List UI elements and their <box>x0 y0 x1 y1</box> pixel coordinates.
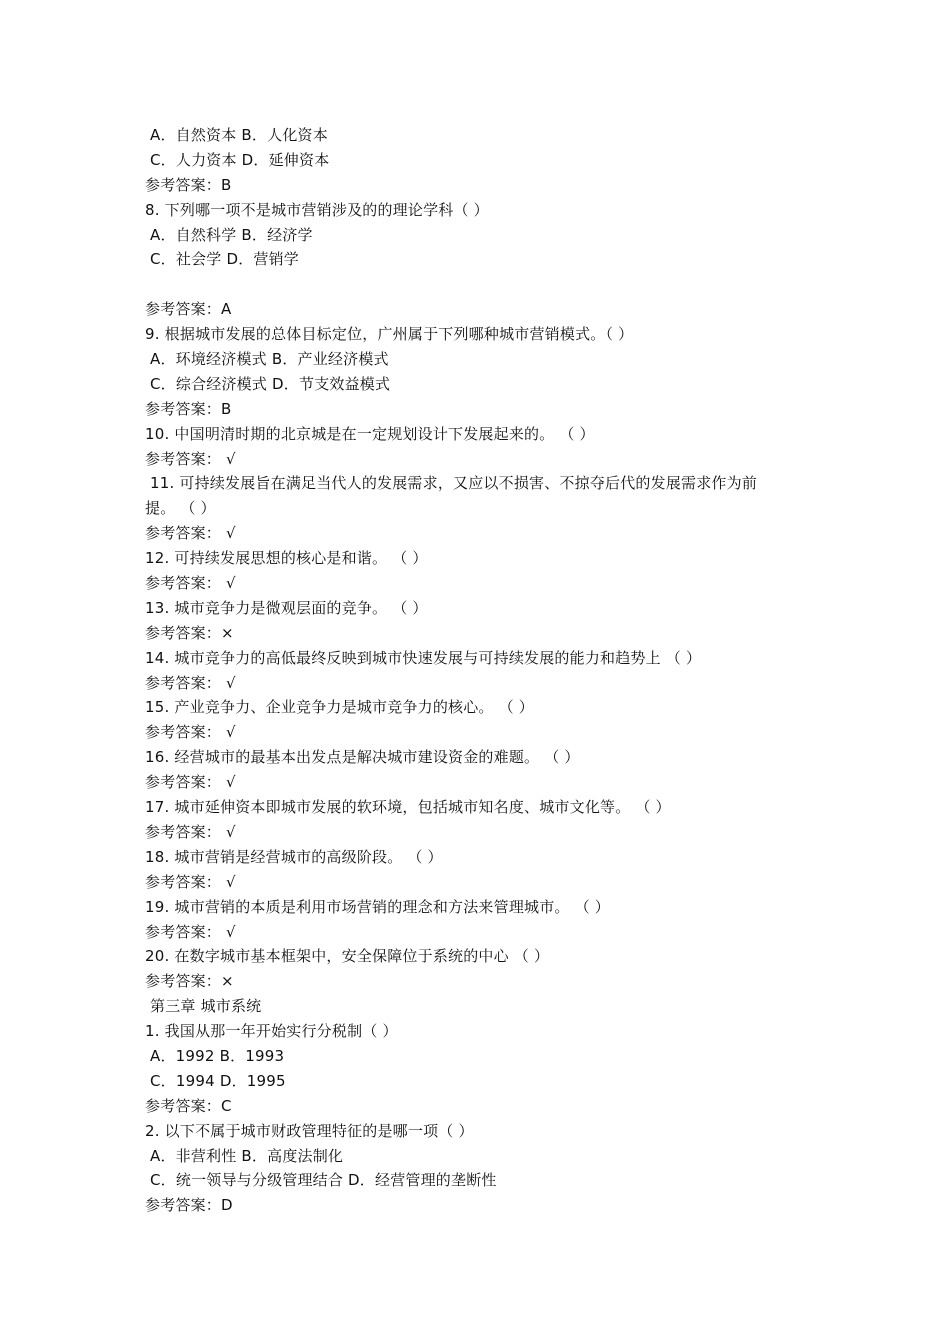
text-line: 参考答案： √ <box>145 673 236 692</box>
text-line: 9. 根据城市发展的总体目标定位，广州属于下列哪种城市营销模式。（ ） <box>145 325 634 344</box>
text-line: C．1994 D．1995 <box>150 1071 286 1090</box>
text-line: 11. 可持续发展旨在满足当代人的发展需求，又应以不损害、不掠夺后代的发展需求作为前 <box>150 474 758 493</box>
text-line: A．非营利性 B．高度法制化 <box>150 1146 344 1165</box>
text-line: 参考答案： √ <box>145 872 236 891</box>
text-line: 参考答案：× <box>145 972 234 991</box>
text-line: 8. 下列哪一项不是城市营销涉及的的理论学科（ ） <box>145 200 489 219</box>
text-line: C．综合经济模式 D．节支效益模式 <box>150 374 391 393</box>
text-line: 提。 （ ） <box>145 499 216 518</box>
text-line: 参考答案：C <box>145 1096 232 1115</box>
text-line: 17. 城市延伸资本即城市发展的软环境，包括城市知名度、城市文化等。 （ ） <box>145 798 671 817</box>
text-line: 第三章 城市系统 <box>150 997 262 1016</box>
text-line: C．人力资本 D．延伸资本 <box>150 150 330 169</box>
text-line: C．社会学 D．营销学 <box>150 250 299 269</box>
text-line: 参考答案： √ <box>145 723 236 742</box>
text-line: 13. 城市竞争力是微观层面的竞争。 （ ） <box>145 598 428 617</box>
text-line: 10. 中国明清时期的北京城是在一定规划设计下发展起来的。 （ ） <box>145 424 595 443</box>
text-line: 参考答案：B <box>145 399 232 418</box>
text-line: 16. 经营城市的最基本出发点是解决城市建设资金的难题。 （ ） <box>145 748 580 767</box>
text-line: 20. 在数字城市基本框架中，安全保障位于系统的中心 （ ） <box>145 947 550 966</box>
text-line: 参考答案：D <box>145 1196 233 1215</box>
text-line: 19. 城市营销的本质是利用市场营销的理念和方法来管理城市。 （ ） <box>145 897 610 916</box>
text-line: 参考答案：A <box>145 300 232 319</box>
blank-line <box>145 272 825 297</box>
text-line: 参考答案：× <box>145 623 234 642</box>
text-line: A．环境经济模式 B．产业经济模式 <box>150 350 389 369</box>
text-line: 参考答案： √ <box>145 524 236 543</box>
text-line: 12. 可持续发展思想的核心是和谐。 （ ） <box>145 549 428 568</box>
text-line: A．自然资本 B．人化资本 <box>150 126 328 144</box>
text-line: A．自然科学 B．经济学 <box>150 225 313 244</box>
text-line: 参考答案： √ <box>145 822 236 841</box>
document-body <box>145 123 825 1218</box>
text-line: C．统一领导与分级管理结合 D．经营管理的垄断性 <box>150 1171 497 1190</box>
text-line: 参考答案： √ <box>145 574 236 593</box>
text-line: 15. 产业竞争力、企业竞争力是城市竞争力的核心。 （ ） <box>145 698 534 717</box>
text-line: 参考答案：B <box>145 175 232 194</box>
text-line: 1. 我国从那一年开始实行分税制（ ） <box>145 1022 398 1041</box>
text-line: 参考答案： √ <box>145 922 236 941</box>
text-line: 14. 城市竞争力的高低最终反映到城市快速发展与可持续发展的能力和趋势上 （ ） <box>145 648 702 667</box>
text-line: 2. 以下不属于城市财政管理特征的是哪一项（ ） <box>145 1121 474 1140</box>
text-line: 18. 城市营销是经营城市的高级阶段。 （ ） <box>145 847 443 866</box>
text-line: A．1992 B．1993 <box>150 1046 285 1065</box>
text-line: 参考答案： √ <box>145 773 236 792</box>
text-line: 参考答案： √ <box>145 449 236 468</box>
